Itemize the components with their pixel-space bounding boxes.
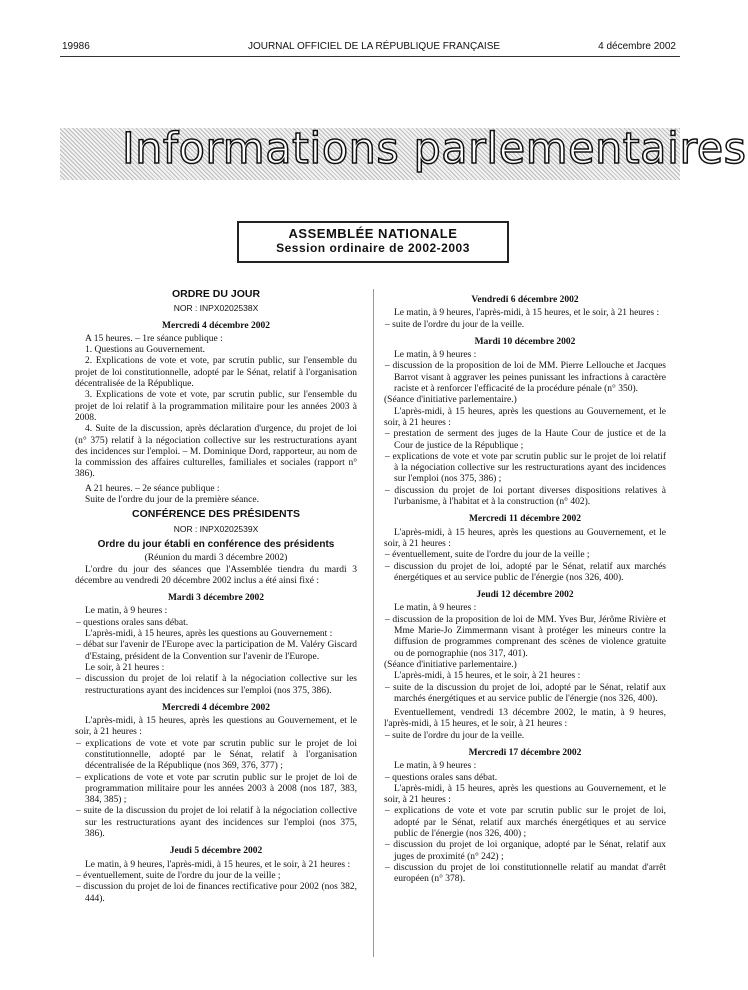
paragraph: A 21 heures. – 2e séance publique : bbox=[85, 483, 220, 494]
paragraph: (Réunion du mardi 3 décembre 2002) bbox=[144, 553, 288, 564]
paragraph: 1. Questions au Gouvernement. bbox=[85, 345, 206, 356]
agenda-item: – explications de vote et vote par scrutin public sur le projet de loi, adopté par le Sénat, relatif aux marchés énergétiques et au service public de l'énergie (nos 326, 400) ; bbox=[385, 806, 666, 840]
paragraph: L'après-midi, à 15 heures, après les questions au Gouvernement, et le soir, à 21 heures : bbox=[384, 783, 666, 806]
banner-title: Informations parlementaires bbox=[122, 124, 747, 174]
day-heading: Mercredi 17 décembre 2002 bbox=[468, 747, 582, 758]
agenda-item: – suite de la discussion du projet de loi, adopté par le Sénat, relatif aux marchés énergétiques et au service public de l'énergie (nos 326, 400). bbox=[385, 682, 666, 704]
paragraph: (Séance d'initiative parlementaire.) bbox=[384, 659, 517, 670]
agenda-item: – discussion du projet de loi organique, adopté par le Sénat, relatif aux juges de proximité (n° 242) ; bbox=[385, 840, 666, 862]
section-heading: CONFÉRENCE DES PRÉSIDENTS bbox=[131, 508, 301, 521]
agenda-item: – explications de vote et vote par scrutin public sur le projet de loi de programmation militaire pour les années 2003 à 2008 (nos 187, 383, 384, 385) ; bbox=[76, 772, 357, 806]
paragraph: Le matin, à 9 heures : bbox=[394, 603, 477, 614]
agenda-item: – discussion du projet de loi de finances rectificative pour 2002 (nos 382, 444). bbox=[76, 882, 357, 904]
agenda-item: – suite de l'ordre du jour de la veille. bbox=[385, 319, 525, 330]
agenda-item: – explications de vote et vote par scrutin public sur le projet de loi relatif à la négociation collective sur les restructurations ayant des incidences sur l'emploi (nos 375, 386) ; bbox=[385, 451, 666, 485]
agenda-item: – discussion de la proposition de loi de MM. Yves Bur, Jérôme Rivière et Mme Marie-Jo Zimmermann visant à protéger les mineurs contre la diffusion de programmes comprenant des scènes de violence gratuite ou de pornographie (nos 317, 401). bbox=[385, 614, 666, 659]
paragraph: 3. Explications de vote et vote, par scrutin public, sur l'ensemble du projet de loi relatif à la programmation militaire pour les années 2003 à 2008. bbox=[75, 390, 357, 423]
running-header bbox=[0, 41, 748, 55]
paragraph: A 15 heures. – 1re séance publique : bbox=[85, 333, 223, 344]
day-heading: Jeudi 5 décembre 2002 bbox=[169, 846, 263, 857]
day-heading: Vendredi 6 décembre 2002 bbox=[471, 295, 579, 305]
paragraph: 4. Suite de la discussion, après déclaration d'urgence, du projet de loi (n° 375) relatif à la négociation collective sur les restructurations ayant des incidences sur l'emploi. – M. Dominique Dord, rapporteur, au nom de la commission des affaires culturelles, familiales et sociales (rapport n° 386). bbox=[75, 424, 357, 480]
journal-title: JOURNAL OFFICIEL DE LA RÉPUBLIQUE FRANÇAISE bbox=[247, 41, 501, 52]
session-name: Session ordinaire de 2002-2003 bbox=[276, 241, 470, 255]
agenda-item: – discussion du projet de loi constitutionnelle relatif au mandat d'arrêt européen (n° 378). bbox=[385, 862, 666, 885]
paragraph: 2. Explications de vote et vote, par scrutin public, sur l'ensemble du projet de loi constitutionnelle, adopté par le Sénat, relatif à l'organisation décentralisée de la République. bbox=[75, 356, 357, 390]
agenda-item: – discussion de la proposition de loi de MM. Pierre Lellouche et Jacques Barrot visant à aggraver les peines punissant les infractions à caractère raciste et à renforcer l'efficacité de la procédure pénale (n° 350). bbox=[385, 361, 666, 395]
section-heading: ORDRE DU JOUR bbox=[171, 288, 261, 300]
nor-reference: NOR : INPX0202539X bbox=[173, 523, 259, 534]
paragraph: Le matin, à 9 heures : bbox=[394, 350, 477, 361]
day-heading: Jeudi 12 décembre 2002 bbox=[476, 590, 574, 601]
agenda-item: – éventuellement, suite de l'ordre du jour de la veille ; bbox=[76, 870, 281, 881]
paragraph: L'après-midi, à 15 heures, après les questions au Gouvernement, et le soir, à 21 heures : bbox=[384, 406, 666, 428]
agenda-item: – questions orales sans débat. bbox=[76, 617, 189, 628]
paragraph: Le matin, à 9 heures : bbox=[85, 606, 168, 617]
right-column bbox=[384, 289, 666, 886]
issue-date: 4 décembre 2002 bbox=[598, 41, 676, 52]
paragraph: L'après-midi, à 15 heures, après les questions au Gouvernement, et le soir, à 21 heures : bbox=[75, 716, 357, 738]
agenda-item: – éventuellement, suite de l'ordre du jour de la veille ; bbox=[385, 550, 590, 561]
subsection-heading: Ordre du jour établi en conférence des présidents bbox=[97, 538, 335, 550]
day-heading: Mardi 3 décembre 2002 bbox=[167, 593, 265, 604]
paragraph: Le matin, à 9 heures : bbox=[394, 761, 477, 772]
paragraph: Le matin, à 9 heures, l'après-midi, à 15 heures, et le soir, à 21 heures : bbox=[85, 859, 351, 870]
agenda-item: – explications de vote et vote par scrutin public sur le projet de loi constitutionnelle, adopté par le Sénat, relatif à l'organisation décentralisée de la République (nos 369, 376, 377) ; bbox=[76, 738, 357, 772]
left-column bbox=[75, 289, 357, 905]
paragraph: L'après-midi, à 15 heures, et le soir, à 21 heures : bbox=[394, 671, 581, 682]
day-heading: Mardi 10 décembre 2002 bbox=[474, 336, 576, 347]
day-heading: Mercredi 11 décembre 2002 bbox=[468, 514, 582, 525]
paragraph: (Séance d'initiative parlementaire.) bbox=[384, 395, 517, 406]
agenda-item: – questions orales sans débat. bbox=[385, 772, 498, 783]
paragraph: Le matin, à 9 heures, l'après-midi, à 15 heures, et le soir, à 21 heures : bbox=[394, 308, 660, 319]
page-number: 19986 bbox=[62, 41, 90, 52]
paragraph: L'après-midi, à 15 heures, après les questions au Gouvernement : bbox=[85, 629, 333, 640]
agenda-item: – suite de la discussion du projet de loi relatif à la négociation collective sur les restructurations ayant des incidences sur l'emploi (nos 375, 386). bbox=[76, 806, 357, 840]
paragraph: Suite de l'ordre du jour de la première séance. bbox=[85, 495, 259, 506]
assembly-box bbox=[237, 221, 509, 263]
agenda-item: – suite de l'ordre du jour de la veille. bbox=[385, 730, 525, 741]
day-heading: Mercredi 4 décembre 2002 bbox=[162, 320, 270, 331]
column-divider bbox=[373, 289, 374, 957]
paragraph: Eventuellement, vendredi 13 décembre 2002, le matin, à 9 heures, l'après-midi, à 15 heures, et le soir, à 21 heures : bbox=[384, 708, 666, 730]
assembly-name: ASSEMBLÉE NATIONALE bbox=[288, 226, 458, 241]
agenda-item: – prestation de serment des juges de la Haute Cour de justice et de la Cour de justice de la République ; bbox=[385, 429, 666, 451]
paragraph: L'ordre du jour des séances que l'Assemblée tiendra du mardi 3 décembre au vendredi 20 décembre 2002 inclus a été ainsi fixé : bbox=[75, 564, 357, 586]
nor-reference: NOR : INPX0202538X bbox=[173, 303, 259, 314]
agenda-item: – discussion du projet de loi portant diverses dispositions relatives à l'urbanisme, à l'habitat et à la construction (n° 402). bbox=[385, 485, 666, 508]
agenda-item: – discussion du projet de loi, adopté par le Sénat, relatif aux marchés énergétiques et au service public de l'énergie (nos 326, 400). bbox=[385, 561, 666, 583]
paragraph: Le soir, à 21 heures : bbox=[85, 662, 165, 673]
day-heading: Mercredi 4 décembre 2002 bbox=[162, 702, 270, 713]
section-banner bbox=[60, 124, 747, 180]
agenda-item: – discussion du projet de loi relatif à la négociation collective sur les restructurations ayant des incidences sur l'emploi (nos 375, 386). bbox=[76, 674, 357, 696]
header-rule bbox=[60, 56, 680, 57]
paragraph: L'après-midi, à 15 heures, après les questions au Gouvernement, et le soir, à 21 heures : bbox=[384, 527, 666, 549]
agenda-item: – débat sur l'avenir de l'Europe avec la participation de M. Valéry Giscard d'Estaing, président de la Convention sur l'avenir de l'Europe. bbox=[76, 640, 357, 662]
